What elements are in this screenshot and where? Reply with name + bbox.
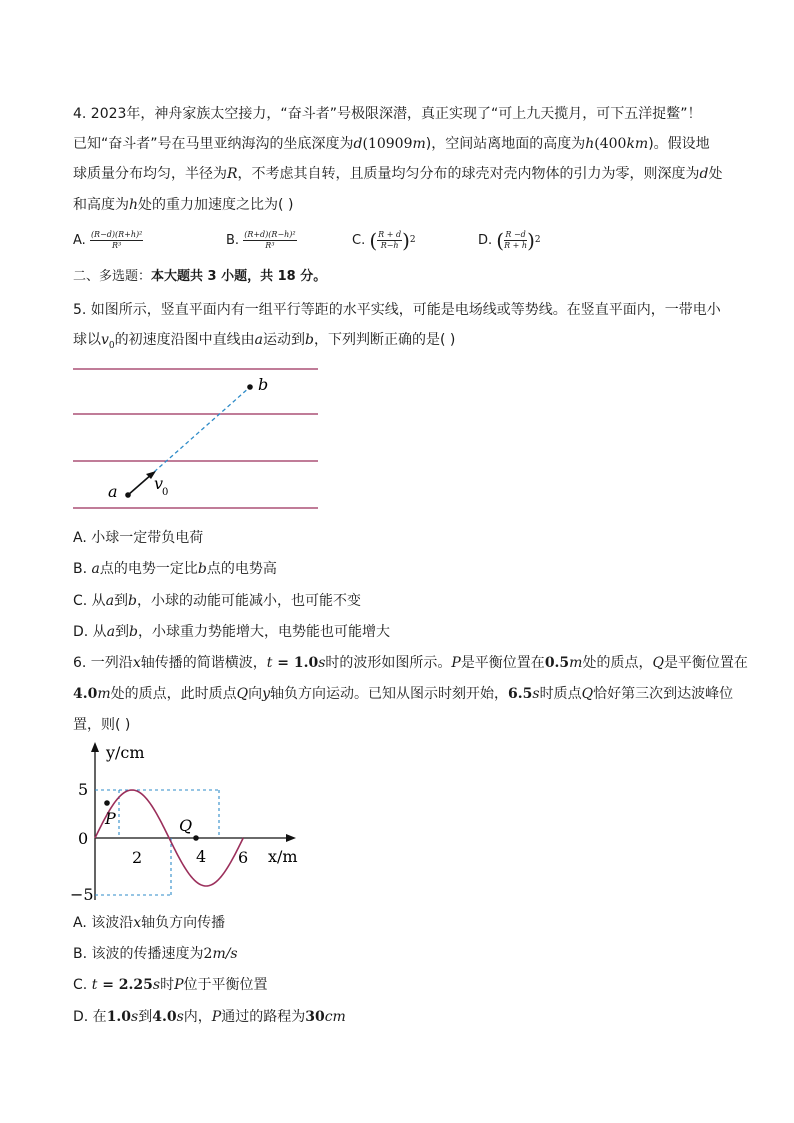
q5-figure <box>70 362 325 517</box>
position-value: 4.0 <box>73 686 98 702</box>
exponent: 2 <box>534 235 541 245</box>
q6-text: 到 <box>138 1009 153 1025</box>
var-t: t <box>91 977 98 993</box>
q4-line-2 <box>73 134 710 154</box>
q5-text: 点的电势高 <box>206 561 277 577</box>
q6-text: 时 <box>160 977 175 993</box>
left-paren: ( <box>496 228 505 253</box>
var-Q: Q <box>652 655 664 671</box>
q5-text: B. <box>73 561 92 577</box>
q4-line-4 <box>73 195 293 215</box>
q6-line-1 <box>73 653 748 673</box>
q5-text: 到 <box>114 593 129 609</box>
q6-text: 时质点 <box>539 686 582 702</box>
option-label: C. <box>352 233 366 248</box>
time-value: 1.0 <box>106 1009 132 1025</box>
q6-text: 轴负方向运动。已知从图示时刻开始， <box>270 686 509 702</box>
unit-m: m <box>97 686 111 702</box>
fraction <box>377 230 402 251</box>
right-paren: ) <box>527 228 535 253</box>
denominator: R + h <box>504 241 528 250</box>
section-title: 二、多选题： <box>73 269 152 284</box>
q4-option-a[interactable] <box>73 230 143 251</box>
var-P: P <box>211 1009 222 1025</box>
q6-text: A. 该波沿 <box>73 915 134 931</box>
q6-text: 6. 一列沿 <box>73 655 133 671</box>
label-Q: Q <box>179 816 193 835</box>
var-t: t <box>266 655 273 671</box>
right-paren: ) <box>402 228 410 253</box>
q4-text: )。假设地 <box>648 136 710 152</box>
q5-text: 的初速度沿图中直线由 <box>114 332 255 348</box>
label-a: a <box>108 482 118 501</box>
q6-text: 通过的路程为 <box>221 1009 306 1025</box>
tick-5: 5 <box>78 780 89 799</box>
q5-text: 点的电势一定比 <box>99 561 198 577</box>
q5-text: 球以 <box>73 332 101 348</box>
unit-s: s <box>176 1009 184 1025</box>
q5-line-2 <box>73 330 455 356</box>
q6-text: 时的波形如图所示。 <box>325 655 452 671</box>
unit-s: s <box>532 686 540 702</box>
x-axis-label: x/m <box>268 847 298 866</box>
denominator: R³ <box>112 241 122 250</box>
var-a: a <box>105 593 115 609</box>
numerator: R + d <box>378 230 402 239</box>
unit-km: km <box>626 136 649 152</box>
tick-6: 6 <box>238 848 249 867</box>
fraction <box>243 230 296 251</box>
var-d: d <box>353 136 363 152</box>
q6-text: 位于平衡位置 <box>183 977 268 993</box>
q6-text: 向 <box>248 686 263 702</box>
unit-m: m <box>412 136 426 152</box>
q6-text: 处的质点，此时质点 <box>110 686 237 702</box>
q4-text: )，空间站离地面的高度为 <box>425 136 586 152</box>
q4-option-c[interactable] <box>352 230 416 251</box>
option-label: A. <box>73 233 86 248</box>
q6-text: 恰好第三次到达波峰位 <box>593 686 734 702</box>
q6-text: 是平衡位置在 <box>460 655 545 671</box>
q4-option-b[interactable] <box>226 230 297 251</box>
unit-mps: m/s <box>212 946 238 962</box>
q4-text: 已知“奋斗者”号在马里亚纳海沟的坐底深度为 <box>73 136 354 152</box>
time-value: = 1.0 <box>272 655 319 671</box>
position-value: 0.5 <box>544 655 570 671</box>
q6-text: 轴负方向传播 <box>141 915 226 931</box>
section-heading <box>73 267 326 287</box>
q5-option-b[interactable] <box>73 559 277 579</box>
var-b: b <box>128 593 138 609</box>
q4-text: 和高度为 <box>73 197 129 213</box>
option-label: B. <box>226 233 240 248</box>
speed-value: 2 <box>203 946 213 962</box>
var-Q: Q <box>236 686 249 702</box>
depth-value: (10909 <box>362 136 413 152</box>
var-y: y <box>262 686 271 702</box>
var-a: a <box>91 561 100 577</box>
q5-option-a[interactable]: A. 小球一定带负电荷 <box>73 530 204 546</box>
var-b: b <box>129 624 139 640</box>
label-P: P <box>105 809 116 828</box>
option-label: D. <box>478 233 493 248</box>
unit-cm: cm <box>324 1009 346 1025</box>
var-a: a <box>254 332 264 348</box>
q5-text: ，小球重力势能增大，电势能也可能增大 <box>138 624 391 640</box>
var-d: d <box>699 166 709 182</box>
numerator: (R−d)(R+h)² <box>90 230 143 239</box>
q5-text: ，小球的动能可能减小，也可能不变 <box>137 593 362 609</box>
var-a: a <box>106 624 116 640</box>
var-v: v <box>101 332 109 348</box>
subscript: 0 <box>108 340 115 351</box>
unit-m: m <box>569 655 583 671</box>
q6-line-3: 置，则( ) <box>73 717 131 733</box>
denominator: R³ <box>265 241 275 250</box>
q4-text: ，不考虑其自转，且质量均匀分布的球壳对壳内物体的引力为零，则深度为 <box>237 166 700 182</box>
q6-text: D. 在 <box>73 1009 107 1025</box>
var-x: x <box>132 655 141 671</box>
q5-line-1: 5. 如图所示，竖直平面内有一组平行等距的水平实线，可能是电场线或等势线。在竖直平面内，一带电小 <box>73 302 721 318</box>
time-value: 4.0 <box>152 1009 177 1025</box>
height-value: (400 <box>594 136 627 152</box>
q5-option-c[interactable] <box>73 591 361 611</box>
q6-text: 内， <box>183 1009 212 1025</box>
section-desc: 本大题共 3 小题，共 18 分。 <box>151 269 327 284</box>
q6-text: B. 该波的传播速度为 <box>73 946 204 962</box>
fraction <box>90 230 143 251</box>
velocity-arrow <box>128 474 152 495</box>
unit-s: s <box>131 1009 139 1025</box>
q6-option-d[interactable] <box>73 1007 346 1027</box>
time-value: = 2.25 <box>97 977 153 993</box>
var-x: x <box>133 915 142 931</box>
q4-option-d[interactable] <box>478 230 541 251</box>
label-v-subscript: 0 <box>162 487 169 498</box>
distance-value: 30 <box>305 1009 325 1025</box>
q5-text: C. 从 <box>73 593 106 609</box>
left-paren: ( <box>369 228 378 253</box>
q6-text: 处的质点， <box>582 655 653 671</box>
tick-0: 0 <box>78 829 89 848</box>
var-P: P <box>451 655 461 671</box>
numerator: R −d <box>505 230 526 239</box>
exponent: 2 <box>409 235 416 245</box>
tick-4: 4 <box>196 847 207 866</box>
q6-option-c[interactable] <box>73 975 268 995</box>
q5-text: D. 从 <box>73 624 107 640</box>
q5-text: ，下列判断正确的是( ) <box>313 332 456 348</box>
label-v: v <box>154 474 164 493</box>
q4-text: 处 <box>708 166 723 182</box>
q6-text: C. <box>73 977 92 993</box>
var-R: R <box>227 166 238 182</box>
q6-text: 轴传播的简谐横波， <box>140 655 267 671</box>
unit-s: s <box>152 977 161 993</box>
var-Q: Q <box>581 686 594 702</box>
point-Q <box>193 835 199 841</box>
q6-line-2 <box>73 684 733 704</box>
q4-line-1: 4. 2023年，神舟家族太空接力，“奋斗者”号极限深潜，真正实现了“可上九天揽月，可下五洋捉鳖”！ <box>73 106 702 122</box>
var-h: h <box>129 197 139 213</box>
q4-line-3 <box>73 164 723 184</box>
var-b: b <box>197 561 207 577</box>
q6-option-a[interactable] <box>73 913 225 933</box>
q5-text: 到 <box>115 624 130 640</box>
q6-option-b[interactable] <box>73 944 238 964</box>
time-value: 6.5 <box>508 686 533 702</box>
y-axis-arrow <box>91 742 99 752</box>
q4-text: 球质量分布均匀，半径为 <box>73 166 227 182</box>
var-h: h <box>585 136 595 152</box>
q5-option-d[interactable] <box>73 622 390 642</box>
q4-text: 处的重力加速度之比为( ) <box>138 197 294 213</box>
denominator: R−h <box>380 241 399 250</box>
tick-2: 2 <box>132 848 143 867</box>
unit-s: s <box>318 655 326 671</box>
point-P <box>104 800 110 806</box>
var-P: P <box>174 977 184 993</box>
fraction <box>504 230 527 251</box>
label-b: b <box>258 375 269 394</box>
x-axis-arrow <box>286 834 296 842</box>
point-b <box>247 384 253 390</box>
q6-text: 是平衡位置在 <box>663 655 748 671</box>
numerator: (R+d)(R−h)² <box>244 230 296 239</box>
y-axis-label: y/cm <box>106 743 145 762</box>
point-a <box>125 492 131 498</box>
tick-m5: −5 <box>70 885 94 904</box>
q6-wave-figure <box>70 740 310 905</box>
q5-text: 运动到 <box>263 332 306 348</box>
var-b: b <box>305 332 314 348</box>
